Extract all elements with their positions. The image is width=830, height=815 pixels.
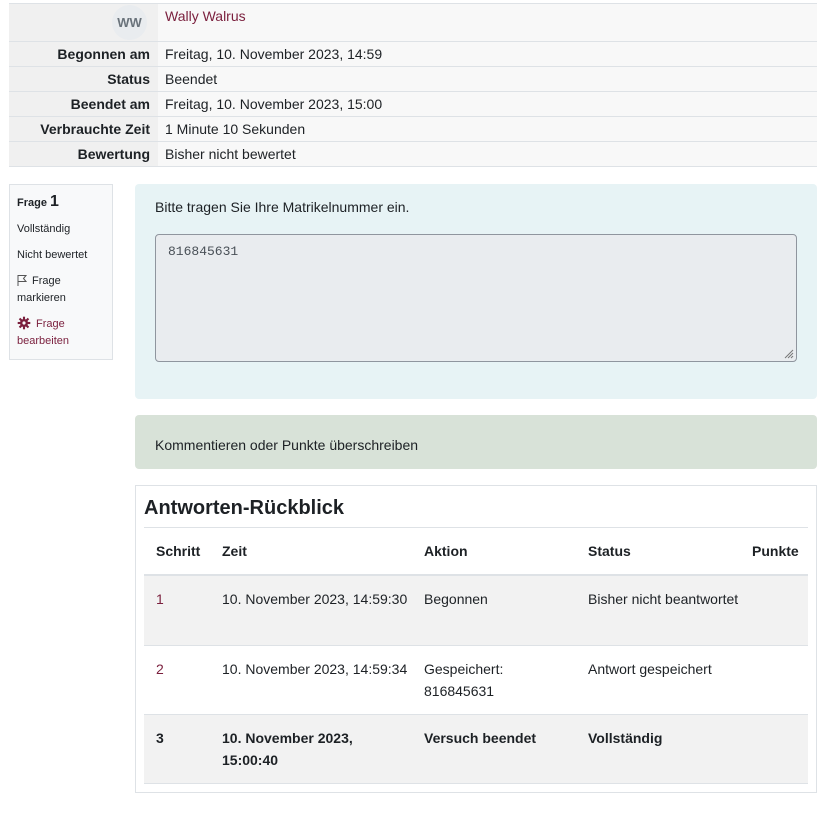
summary-row-status [9, 67, 817, 92]
question-state: Vollständig [17, 223, 71, 235]
attempt-summary-table [9, 3, 817, 167]
col-status: Status [588, 543, 631, 559]
summary-row-duration [9, 117, 817, 142]
table-row: 2 10. November 2023, 14:59:34 Gespeichert: 816845631 Antwort gespeichert [144, 646, 808, 715]
history-table-header [144, 528, 808, 576]
history-title: Antworten-Rückblick [144, 486, 808, 528]
user-name-link[interactable]: Wally Walrus [165, 8, 246, 24]
history-table [144, 528, 808, 784]
question-grade: Nicht bewertet [17, 249, 88, 261]
summary-row-grade [9, 142, 817, 167]
question-number: Frage 1 [17, 193, 59, 210]
col-time: Zeit [222, 543, 247, 559]
summary-value: Freitag, 10. November 2023, 14:59 [158, 42, 817, 66]
col-step: Schritt [156, 543, 201, 559]
summary-row-user [9, 4, 817, 42]
step-link[interactable]: 2 [156, 661, 164, 677]
summary-label: Beendet am [9, 92, 158, 116]
summary-label: Verbrauchte Zeit [9, 117, 158, 141]
question-content [135, 184, 817, 399]
comment-override-link[interactable]: Kommentieren oder Punkte überschreiben [155, 437, 419, 453]
summary-value: Freitag, 10. November 2023, 15:00 [158, 92, 817, 116]
flag-question-button[interactable]: Frage markieren [17, 275, 66, 304]
col-points: Punkte [752, 543, 799, 559]
summary-label: Status [9, 67, 158, 91]
col-action: Aktion [424, 543, 468, 559]
question-text: Bitte tragen Sie Ihre Matrikelnummer ein. [155, 199, 410, 215]
summary-row-started [9, 42, 817, 67]
table-row: 1 10. November 2023, 14:59:30 Begonnen Bisher nicht beantwortet [144, 576, 808, 646]
summary-row-finished [9, 92, 817, 117]
resize-handle-icon[interactable] [782, 347, 794, 359]
summary-label: Begonnen am [9, 42, 158, 66]
summary-value: Bisher nicht bewertet [158, 142, 817, 166]
avatar[interactable]: WW [112, 5, 147, 40]
edit-question-link[interactable]: Frage bearbeiten [17, 318, 69, 347]
answer-value: 816845631 [168, 244, 239, 259]
gear-icon [17, 316, 31, 330]
flag-icon [17, 274, 28, 286]
summary-value: Beendet [158, 67, 817, 91]
answer-textarea[interactable] [155, 234, 797, 362]
table-row-current: 3 10. November 2023, 15:00:40 Versuch beendet Vollständig [144, 715, 808, 784]
summary-label: Bewertung [9, 142, 158, 166]
step-link[interactable]: 1 [156, 591, 164, 607]
comment-box [135, 415, 817, 469]
response-history [135, 485, 817, 793]
question-info-panel [9, 184, 113, 360]
summary-value: 1 Minute 10 Sekunden [158, 117, 817, 141]
